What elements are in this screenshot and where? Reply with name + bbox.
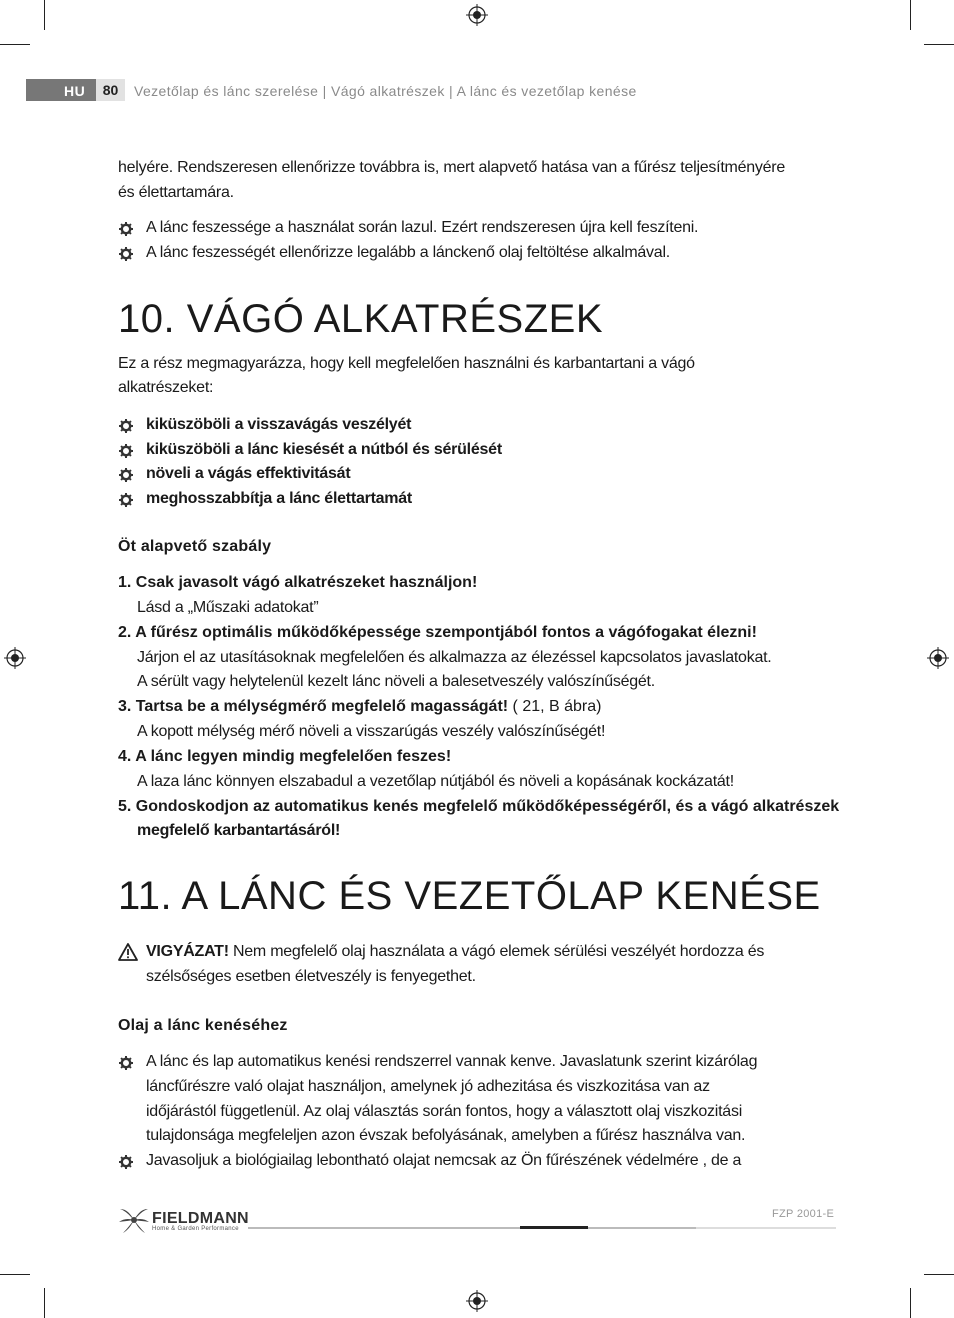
registration-mark-icon bbox=[466, 1290, 488, 1312]
section-10-bullet-1: kiküszöböli a visszavágás veszélyét bbox=[146, 416, 412, 433]
section-10-bullet-4: meghosszabbítja a lánc élettartamát bbox=[146, 490, 413, 507]
section-10-title: 10. VÁGÓ ALKATRÉSZEK bbox=[118, 297, 603, 341]
rule-1-line-1: Lásd a „Műszaki adatokat” bbox=[137, 599, 319, 616]
bullet-gear-icon bbox=[118, 418, 134, 434]
rule-5-heading bbox=[118, 795, 839, 820]
bullet-gear-icon bbox=[118, 221, 134, 237]
brand-tagline: Home & Garden Performance bbox=[152, 1226, 239, 1232]
registration-mark-icon bbox=[927, 647, 949, 669]
oil-bullet-1-line-4: tulajdonsága megfeleljen azon évszak befolyásának, amelyben a fűrész használva van. bbox=[146, 1127, 746, 1144]
rule-bold: A fűrész optimális működőképessége szempontjából fontos a vágófogakat élezni! bbox=[135, 624, 757, 641]
fieldmann-logo-icon bbox=[118, 1205, 150, 1235]
oil-bullet-1-line-2: láncfűrészre való olajat használjon, amelynek jó adhezitása és viszkozitása van az bbox=[146, 1078, 710, 1095]
warning-line-1 bbox=[146, 940, 764, 965]
warning-line-2: szélsőséges esetben életveszély is fenyegethet. bbox=[146, 968, 476, 985]
warning-triangle-icon bbox=[118, 943, 138, 961]
rule-number: 1. bbox=[118, 574, 132, 591]
warning-label: VIGYÁZAT! bbox=[146, 943, 229, 960]
rule-bold: Tartsa be a mélységmérő megfelelő magasságát! bbox=[135, 698, 509, 715]
crop-mark bbox=[910, 0, 911, 30]
rule-2-heading bbox=[118, 621, 757, 646]
registration-mark-icon bbox=[4, 647, 26, 669]
rule-2-line-2: A sérült vagy helytelenül kezelt lánc növeli a balesetveszély valószínűségét. bbox=[137, 673, 655, 690]
header-page-number: 80 bbox=[96, 79, 125, 101]
intro-line-1: helyére. Rendszeresen ellenőrizze továbbra is, mert alapvető hatása van a fűrész teljesítményére bbox=[118, 159, 786, 176]
bullet-gear-icon bbox=[118, 467, 134, 483]
footer-rule bbox=[520, 1226, 588, 1229]
rule-number: 5. bbox=[118, 798, 132, 815]
warning-text-1: Nem megfelelő olaj használata a vágó elemek sérülési veszélyét hordozza és bbox=[228, 943, 765, 960]
intro-line-2: és élettartamára. bbox=[118, 184, 234, 201]
rule-1-heading bbox=[118, 571, 477, 596]
intro-bullet-2: A lánc feszességét ellenőrizze legalább a lánckenő olaj feltöltése alkalmával. bbox=[146, 244, 670, 261]
section-10-bullet-2: kiküszöböli a lánc kiesését a nútból és sérülését bbox=[146, 441, 502, 458]
crop-mark bbox=[924, 44, 954, 45]
rule-2-line-1: Járjon el az utasításoknak megfelelően és alkalmazza az élezéssel kapcsolatos javaslatokat. bbox=[137, 649, 772, 666]
crop-mark bbox=[924, 1274, 954, 1275]
crop-mark bbox=[44, 1288, 45, 1318]
rule-4-heading bbox=[118, 745, 451, 770]
registration-mark-icon bbox=[466, 4, 488, 26]
oil-bullet-1-line-3: időjárástól függetlenül. Az olaj választás során fontos, hogy a választott olaj viszkozitási bbox=[146, 1103, 742, 1120]
rule-bold: A lánc legyen mindig megfelelően feszes! bbox=[135, 748, 452, 765]
brand-name: FIELDMANN bbox=[152, 1210, 249, 1227]
bullet-gear-icon bbox=[118, 1154, 134, 1170]
rule-number: 2. bbox=[118, 624, 132, 641]
oil-bullet-1-line-1: A lánc és lap automatikus kenési rendszerrel vannak kenve. Javaslatunk szerint kizárólag bbox=[146, 1053, 758, 1070]
bullet-gear-icon bbox=[118, 246, 134, 262]
section-11-title: 11. A LÁNC ÉS VEZETŐLAP KENÉSE bbox=[118, 874, 821, 918]
header-lang-box bbox=[26, 79, 96, 101]
section-10-bullet-3: növeli a vágás effektivitását bbox=[146, 465, 351, 482]
footer-rule bbox=[248, 1227, 520, 1229]
rule-4-line-1: A laza lánc könnyen elszabadul a vezetőlap nútjából és növeli a kopásának kockázatát! bbox=[137, 773, 734, 790]
footer-rule bbox=[696, 1227, 836, 1229]
crop-mark bbox=[910, 1288, 911, 1318]
rule-number: 4. bbox=[118, 748, 132, 765]
rule-5-line-2: megfelelő karbantartásáról! bbox=[137, 822, 341, 839]
rule-number: 3. bbox=[118, 698, 132, 715]
header-title: Vezetőlap és lánc szerelése | Vágó alkatrészek | A lánc és vezetőlap kenése bbox=[134, 83, 637, 99]
section-10-intro-2: alkatrészeket: bbox=[118, 379, 214, 396]
section-11-subheading: Olaj a lánc kenéséhez bbox=[118, 1017, 288, 1034]
section-10-subheading: Öt alapvető szabály bbox=[118, 538, 272, 555]
crop-mark bbox=[0, 44, 30, 45]
rule-3-heading bbox=[118, 695, 601, 720]
crop-mark bbox=[0, 1274, 30, 1275]
bullet-gear-icon bbox=[118, 443, 134, 459]
intro-bullet-1: A lánc feszessége a használat során lazul. Ezért rendszeresen újra kell feszíteni. bbox=[146, 219, 699, 236]
footer-rule bbox=[588, 1227, 696, 1229]
model-number: FZP 2001-E bbox=[772, 1208, 835, 1220]
bullet-gear-icon bbox=[118, 1055, 134, 1071]
rule-suffix: ( 21, B ábra) bbox=[508, 698, 602, 715]
rule-bold: Csak javasolt vágó alkatrészeket használjon! bbox=[135, 574, 478, 591]
crop-mark bbox=[44, 0, 45, 30]
header-lang: HU bbox=[64, 83, 86, 99]
rule-bold: Gondoskodjon az automatikus kenés megfelelő működőképességéről, és a vágó alkatrészek bbox=[135, 798, 840, 815]
rule-3-line-1: A kopott mélység mérő növeli a visszarúgás veszély valószínűségét! bbox=[137, 723, 606, 740]
section-10-intro-1: Ez a rész megmagyarázza, hogy kell megfelelően használni és karbantartani a vágó bbox=[118, 355, 695, 372]
bullet-gear-icon bbox=[118, 492, 134, 508]
oil-bullet-2: Javasoljuk a biológiailag lebontható olajat nemcsak az Ön fűrészének védelmére , de a bbox=[146, 1152, 742, 1169]
